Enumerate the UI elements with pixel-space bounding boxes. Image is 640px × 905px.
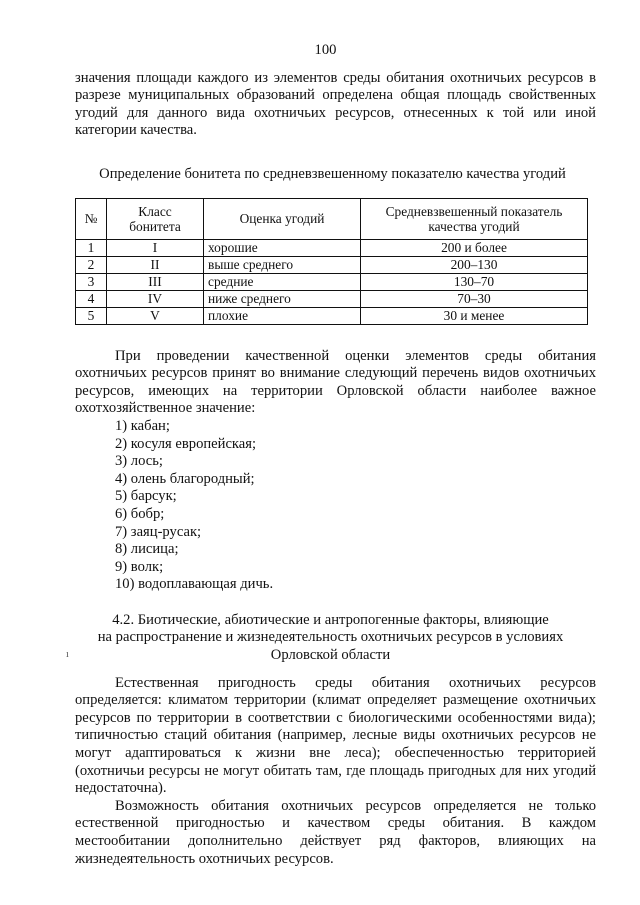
cell-class: II (107, 256, 204, 273)
header-num: № (76, 198, 107, 239)
section-heading-line: 4.2. Биотические, абиотические и антропогенные факторы, влияющие (112, 611, 549, 628)
section-heading-line: на распространение и жизнедеятельность охотничьих ресурсов в условиях (97, 629, 564, 646)
table-row (76, 256, 588, 273)
section-heading (75, 612, 596, 665)
header-value: Средневзвешенный показатель качества угодий (361, 198, 588, 239)
table-header-row (76, 198, 588, 239)
habitat-possibility-paragraph: Возможность обитания охотничьих ресурсов определяется не только естественной пригодностью и качеством среды обитания. В каждом местообитании дополнительно действует ряд факторов, влияющих на жизнедеятельность охотничьих ресурсов. (75, 797, 596, 867)
list-item: 8) лисица; (115, 541, 179, 558)
list-item: 1) кабан; (115, 417, 170, 434)
section-heading-line: Орловской области (270, 647, 391, 664)
cell-num: 1 (76, 239, 107, 256)
list-item: 5) барсук; (115, 488, 177, 505)
list-item: 4) олень благородный; (115, 470, 255, 487)
table-row (76, 273, 588, 290)
cell-grade: ниже среднего (204, 290, 361, 307)
cell-grade: средние (204, 273, 361, 290)
list-item: 7) заяц-русак; (115, 523, 202, 540)
table-row (76, 239, 588, 256)
header-class: Класс бонитета (107, 198, 204, 239)
list-item: 9) волк; (115, 558, 164, 575)
cell-value: 30 и менее (361, 307, 588, 324)
cell-class: I (107, 239, 204, 256)
table-row (76, 307, 588, 324)
page-number: 100 (314, 42, 337, 58)
cell-grade: плохие (204, 307, 361, 324)
cell-grade: хорошие (204, 239, 361, 256)
cell-class: III (107, 273, 204, 290)
species-intro-paragraph: При проведении качественной оценки элементов среды обитания охотничьих ресурсов принят во внимание следующий перечень видов охотничьих ресурсов, имеющих на территории Орловской области наиболее важное охотхозяйственное значение: (75, 347, 596, 417)
list-item: 10) водоплавающая дичь. (115, 576, 274, 593)
cell-value: 130–70 (361, 273, 588, 290)
cell-grade: выше среднего (204, 256, 361, 273)
cell-value: 70–30 (361, 290, 588, 307)
table-caption: Определение бонитета по средневзвешенному показателю качества угодий (99, 165, 566, 182)
natural-suitability-paragraph: Естественная пригодность среды обитания охотничьих ресурсов определяется: климатом территории (климат определяет размещение охотничьих ресурсов по территории в соответствии с биологическими особенностями вида); типичностью стаций обитания (например, лесные виды охотничьих ресурсов не могут адаптироваться к жизни вне леса); обеспеченностью территорией (охотничьи ресурсы не могут обитать там, где площадь пригодных для них угодий недостаточна). (75, 674, 596, 797)
cell-value: 200 и более (361, 239, 588, 256)
list-item: 3) лось; (115, 453, 163, 470)
list-item: 6) бобр; (115, 505, 165, 522)
cell-num: 2 (76, 256, 107, 273)
scan-mark: ı (66, 649, 69, 660)
species-list (115, 418, 596, 594)
cell-num: 3 (76, 273, 107, 290)
cell-num: 4 (76, 290, 107, 307)
cell-num: 5 (76, 307, 107, 324)
table-row (76, 290, 588, 307)
list-item: 2) косуля европейская; (115, 435, 257, 452)
header-grade: Оценка угодий (204, 198, 361, 239)
cell-class: IV (107, 290, 204, 307)
cell-class: V (107, 307, 204, 324)
cell-value: 200–130 (361, 256, 588, 273)
intro-paragraph: значения площади каждого из элементов среды обитания охотничьих ресурсов в разрезе муниципальных образований определена общая площадь свойственных угодий для данного вида охотничьих ресурсов, отнесенных к той или иной категории качества. (75, 69, 596, 139)
bonitet-table (75, 198, 588, 325)
